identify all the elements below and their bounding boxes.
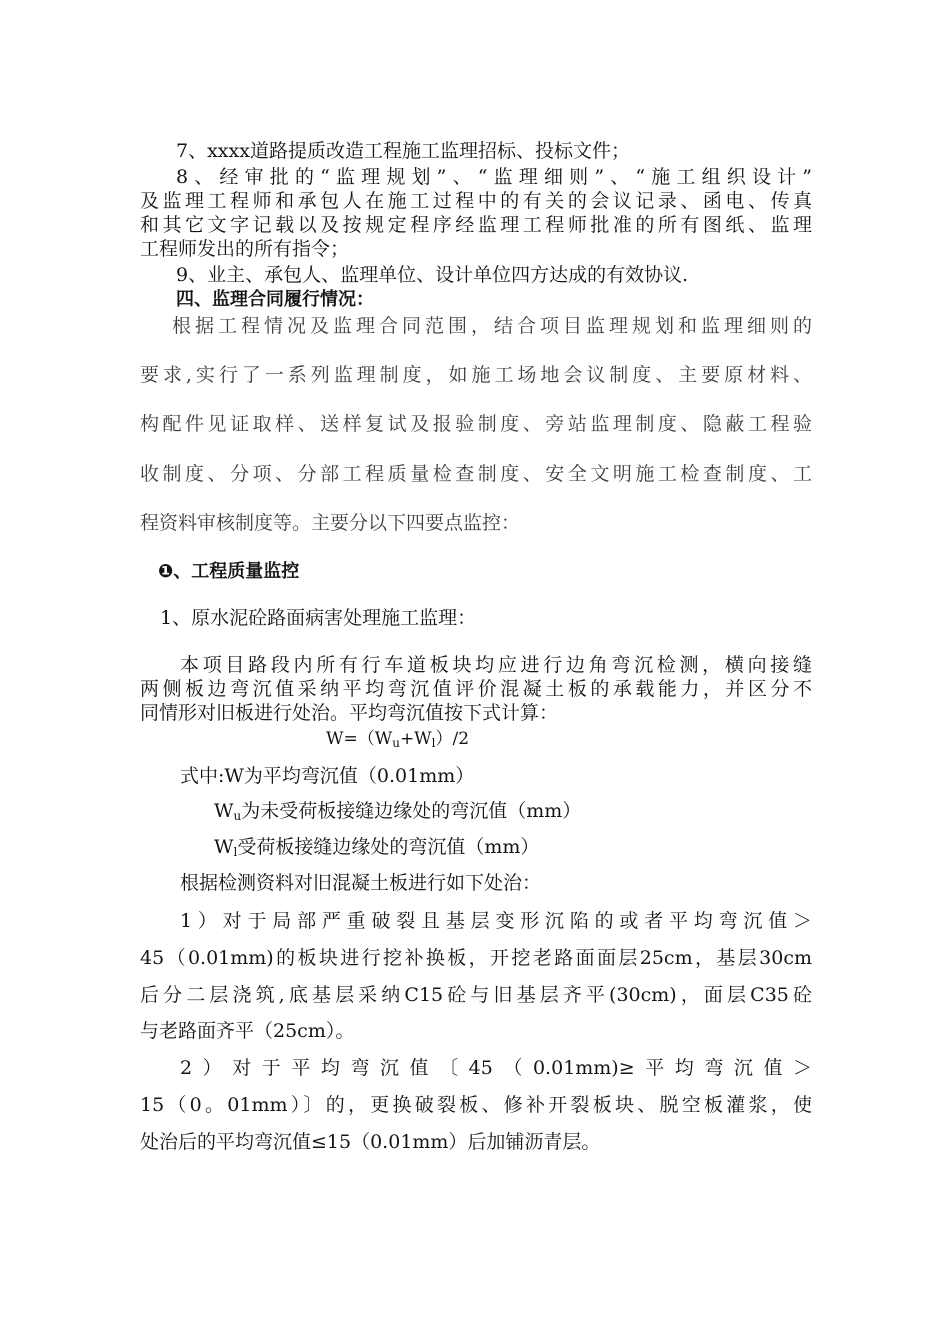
- quality-paragraph-line-1: 本项目路段内所有行车道板块均应进行边角弯沉检测，横向接缝: [180, 654, 812, 676]
- treatment-1-line-1: 1）对于局部严重破裂且基层变形沉陷的或者平均弯沉值＞: [180, 910, 812, 932]
- definition-w: 式中:W为平均弯沉值（0.01mm）: [180, 765, 475, 787]
- list-item-9: 9、业主、承包人、监理单位、设计单位四方达成的有效协议.: [176, 264, 689, 286]
- subsection-heading: 1、原水泥砼路面病害处理施工监理：: [160, 607, 477, 629]
- section-paragraph-line-1: 根据工程情况及监理合同范围，结合项目监理规划和监理细则的: [172, 315, 812, 337]
- deflection-formula: $W=(W_u+W_l)/2$: [326, 729, 470, 750]
- treatment-2-line-2: 15（0。01mm）〕的，更换破裂板、修补开裂板块、脱空板灌浆，使: [140, 1094, 812, 1116]
- section-heading: 四、监理合同履行情况：: [176, 289, 374, 310]
- treatment-1-line-4: 与老路面齐平（25cm）。: [140, 1020, 355, 1042]
- section-paragraph-line-3: 构配件见证取样、送样复试及报验制度、旁站监理制度、隐蔽工程验: [140, 413, 812, 435]
- section-paragraph-line-5: 程资料审核制度等。主要分以下四要点监控：: [140, 512, 521, 534]
- treatment-1-line-3: 后分二层浇筑,底基层采纳C15砼与旧基层齐平(30cm)，面层C35砼: [140, 984, 812, 1006]
- quality-paragraph-line-3: 同情形对旧板进行处治。平均弯沉值按下式计算：: [140, 702, 559, 724]
- treatment-2-line-3: 处治后的平均弯沉值≤15（0.01mm）后加铺沥青层。: [140, 1131, 601, 1153]
- list-item-8-line-3: 和其它文字记载以及按规定程序经监理工程师批准的所有图纸、监理: [140, 214, 812, 236]
- list-item-8-line-1: 8、经审批的“监理规划”、“监理细则”、“施工组织设计”: [176, 166, 812, 188]
- treatment-intro: 根据检测资料对旧混凝土板进行如下处治：: [180, 872, 542, 894]
- definition-wl: $W_l$受荷板接缝边缘处的弯沉值（mm）: [214, 836, 540, 859]
- quality-paragraph-line-2: 两侧板边弯沉值采纳平均弯沉值评价混凝土板的承载能力，并区分不: [140, 678, 812, 700]
- quality-heading: ❶、工程质量监控: [158, 561, 300, 582]
- section-paragraph-line-4: 收制度、分项、分部工程质量检查制度、安全文明施工检查制度、工: [140, 463, 812, 485]
- list-item-7: 7、xxxx道路提质改造工程施工监理招标、投标文件；: [176, 140, 630, 162]
- section-paragraph-line-2: 要求,实行了一系列监理制度，如施工场地会议制度、主要原材料、: [140, 364, 812, 386]
- list-item-8-line-2: 及监理工程师和承包人在施工过程中的有关的会议记录、函电、传真: [140, 190, 812, 212]
- list-item-8-line-4: 工程师发出的所有指令；: [140, 238, 350, 260]
- treatment-1-line-2: 45（0.01mm)的板块进行挖补换板，开挖老路面面层25cm，基层30cm: [140, 947, 812, 969]
- definition-wu: $W_u$为未受荷板接缝边缘处的弯沉值（mm）: [214, 800, 582, 823]
- treatment-2-line-1: 2）对于平均弯沉值〔45（0.01mm)≥平均弯沉值＞: [180, 1057, 812, 1079]
